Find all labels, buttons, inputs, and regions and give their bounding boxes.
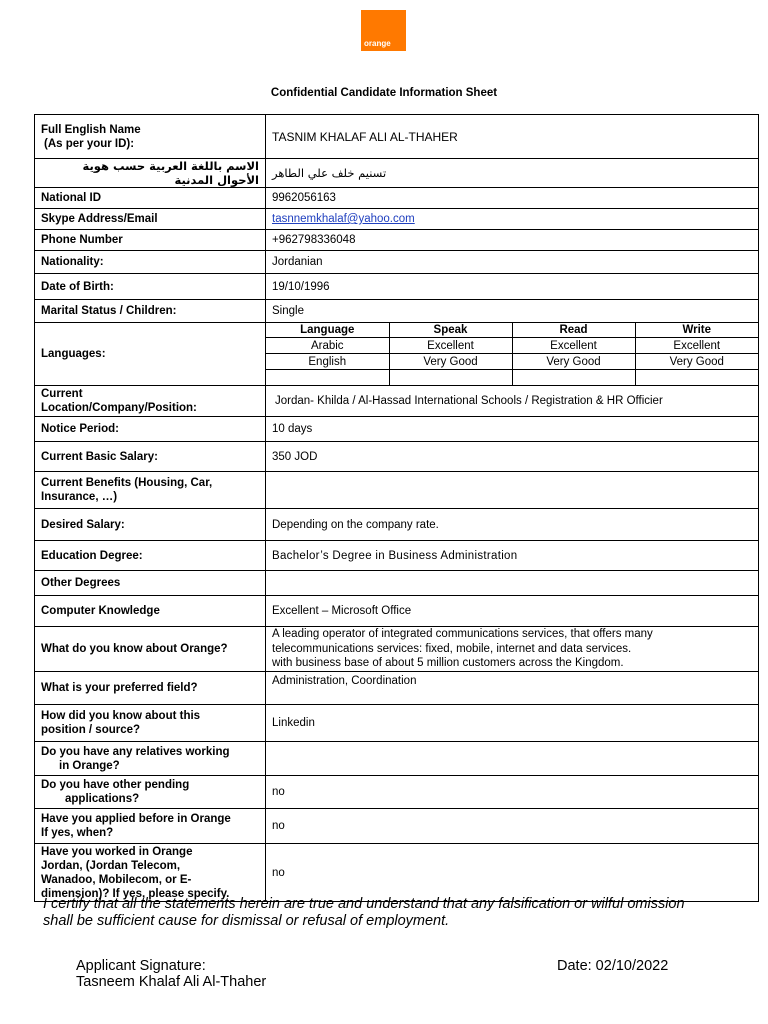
- lang-cell: Excellent: [512, 338, 635, 354]
- languages-row-arabic: [266, 338, 758, 354]
- email-value: [266, 209, 759, 230]
- table-row: [35, 230, 759, 251]
- marital-status-value: Single: [266, 300, 759, 323]
- full-name-value: TASNIM KHALAF ALI AL-THAHER: [266, 115, 759, 159]
- lang-cell: [266, 370, 389, 386]
- desired-salary-value: Depending on the company rate.: [266, 509, 759, 541]
- table-row: [35, 742, 759, 776]
- pending-applications-label: [35, 776, 266, 809]
- table-row: [35, 705, 759, 742]
- languages-value: [266, 323, 759, 386]
- phone-label: Phone Number: [35, 230, 266, 251]
- page-title: Confidential Candidate Information Sheet: [270, 87, 498, 99]
- certification-statement: [43, 896, 763, 930]
- table-row: [35, 115, 759, 159]
- location-label-line1: Current: [41, 388, 83, 400]
- applicant-signature: [76, 958, 266, 990]
- languages-row-english: [266, 354, 758, 370]
- table-row: [35, 509, 759, 541]
- table-row: [35, 386, 759, 417]
- lang-header-language: Language: [266, 323, 389, 338]
- table-row: [35, 209, 759, 230]
- lang-cell: Arabic: [266, 338, 389, 354]
- table-row: [35, 809, 759, 844]
- pending-label-line1: Do you have other pending: [41, 779, 190, 791]
- notice-period-label: Notice Period:: [35, 417, 266, 442]
- table-row: [35, 442, 759, 472]
- relatives-value: [266, 742, 759, 776]
- relatives-label: [35, 742, 266, 776]
- source-value: Linkedin: [266, 705, 759, 742]
- preferred-field-value: Administration, Coordination: [266, 672, 759, 705]
- full-name-label-line1: Full English Name: [41, 123, 141, 136]
- lang-cell: Very Good: [512, 354, 635, 370]
- signature-date: Date: 02/10/2022: [557, 958, 669, 974]
- lang-header-speak: Speak: [389, 323, 512, 338]
- dob-label: Date of Birth:: [35, 274, 266, 300]
- other-degrees-value: [266, 571, 759, 596]
- desired-salary-label: Desired Salary:: [35, 509, 266, 541]
- table-row: [35, 188, 759, 209]
- applied-before-value: no: [266, 809, 759, 844]
- relatives-label-line2: [41, 759, 259, 773]
- current-salary-value: 350 JOD: [266, 442, 759, 472]
- relatives-label-line2-text: in Orange?: [59, 759, 120, 772]
- about-orange-line1: A leading operator of integrated communications services, that offers many: [272, 628, 653, 641]
- about-orange-value: [266, 627, 759, 672]
- table-row: [35, 159, 759, 188]
- computer-knowledge-value: Excellent – Microsoft Office: [266, 596, 759, 627]
- pending-applications-value: no: [266, 776, 759, 809]
- worked-before-label: [35, 844, 266, 902]
- table-row: [35, 627, 759, 672]
- lang-cell: Excellent: [389, 338, 512, 354]
- worked-label-line1: Have you worked in Orange: [41, 845, 193, 858]
- candidate-info-table: [34, 114, 759, 902]
- pending-label-line2: [41, 792, 259, 806]
- worked-label-line2: Jordan, (Jordan Telecom,: [41, 859, 181, 872]
- applied-label-line1: Have you applied before in Orange: [41, 813, 231, 825]
- signature-name: Tasneem Khalaf Ali Al-Thaher: [76, 974, 267, 990]
- table-row: [35, 323, 759, 386]
- dob-value: 19/10/1996: [266, 274, 759, 300]
- education-value: Bachelor’s Degree in Business Administration: [266, 541, 759, 571]
- table-row: [35, 541, 759, 571]
- about-orange-line3: with business base of about 5 million customers across the Kingdom.: [272, 657, 624, 670]
- table-row: [35, 300, 759, 323]
- worked-label-line4: dimension)? If yes, please specify.: [41, 887, 230, 900]
- table-row: [35, 274, 759, 300]
- national-id-value: 9962056163: [266, 188, 759, 209]
- lang-cell: [635, 370, 758, 386]
- worked-label-line3: Wanadoo, Mobilecom, or E-: [41, 873, 192, 886]
- benefits-value: [266, 472, 759, 509]
- email-label: Skype Address/Email: [35, 209, 266, 230]
- applied-label-line2: If yes, when?: [41, 827, 114, 839]
- full-name-label-line2: (As per your ID):: [44, 137, 135, 150]
- pending-label-line2-text: applications?: [65, 793, 140, 805]
- relatives-label-line1: Do you have any relatives working: [41, 745, 230, 758]
- table-row: [35, 776, 759, 809]
- table-row: [35, 251, 759, 274]
- table-row: [35, 844, 759, 902]
- table-row: [35, 672, 759, 705]
- certification-line2: shall be sufficient cause for dismissal or refusal of employment.: [43, 913, 450, 929]
- email-link[interactable]: tasnnemkhalaf@yahoo.com: [272, 213, 415, 225]
- arabic-name-label: الاسم باللغة العربية حسب هوية الأحوال المدنية: [35, 159, 266, 188]
- lang-cell: Very Good: [389, 354, 512, 370]
- nationality-value: Jordanian: [266, 251, 759, 274]
- signature-label: Applicant Signature:: [76, 958, 206, 974]
- location-label: [35, 386, 266, 417]
- table-row: [35, 417, 759, 442]
- national-id-label: National ID: [35, 188, 266, 209]
- computer-knowledge-label: Computer Knowledge: [35, 596, 266, 627]
- other-degrees-label: Other Degrees: [35, 571, 266, 596]
- lang-cell: Very Good: [635, 354, 758, 370]
- lang-cell: [512, 370, 635, 386]
- source-label-line2: position / source?: [41, 724, 141, 736]
- orange-logo: [361, 10, 406, 51]
- arabic-name-text: تسنيم خلف علي الطاهر: [272, 166, 387, 180]
- source-label: [35, 705, 266, 742]
- full-name-label: [35, 115, 266, 159]
- table-row: [35, 571, 759, 596]
- location-label-line2: Location/Company/Position:: [41, 402, 197, 414]
- lang-cell: [389, 370, 512, 386]
- logo-text: orange: [364, 39, 391, 48]
- nationality-label: Nationality:: [35, 251, 266, 274]
- about-orange-label: What do you know about Orange?: [35, 627, 266, 672]
- education-label: Education Degree:: [35, 541, 266, 571]
- applied-before-label: [35, 809, 266, 844]
- phone-value: +962798336048: [266, 230, 759, 251]
- languages-row-empty: [266, 370, 758, 386]
- worked-before-value: no: [266, 844, 759, 902]
- languages-header-row: [266, 323, 758, 338]
- lang-header-read: Read: [512, 323, 635, 338]
- arabic-name-value: [266, 159, 759, 188]
- lang-cell: Excellent: [635, 338, 758, 354]
- marital-status-label: Marital Status / Children:: [35, 300, 266, 323]
- lang-cell: English: [266, 354, 389, 370]
- lang-header-write: Write: [635, 323, 758, 338]
- benefits-label-line2: Insurance, …): [41, 491, 118, 503]
- about-orange-line2: telecommunications services: fixed, mobile, internet and data services.: [272, 642, 632, 655]
- source-label-line1: How did you know about this: [41, 710, 201, 722]
- benefits-label-line1: Current Benefits (Housing, Car,: [41, 477, 213, 489]
- table-row: [35, 596, 759, 627]
- current-salary-label: Current Basic Salary:: [35, 442, 266, 472]
- languages-label: Languages:: [35, 323, 266, 386]
- location-value: Jordan- Khilda / Al-Hassad International Schools / Registration & HR Officier: [266, 386, 759, 417]
- certification-line1: I certify that all the statements herein are true and understand that any falsification or wilful omission: [43, 896, 685, 912]
- preferred-field-label: What is your preferred field?: [35, 672, 266, 705]
- benefits-label: [35, 472, 266, 509]
- languages-table: [266, 323, 758, 385]
- notice-period-value: 10 days: [266, 417, 759, 442]
- table-row: [35, 472, 759, 509]
